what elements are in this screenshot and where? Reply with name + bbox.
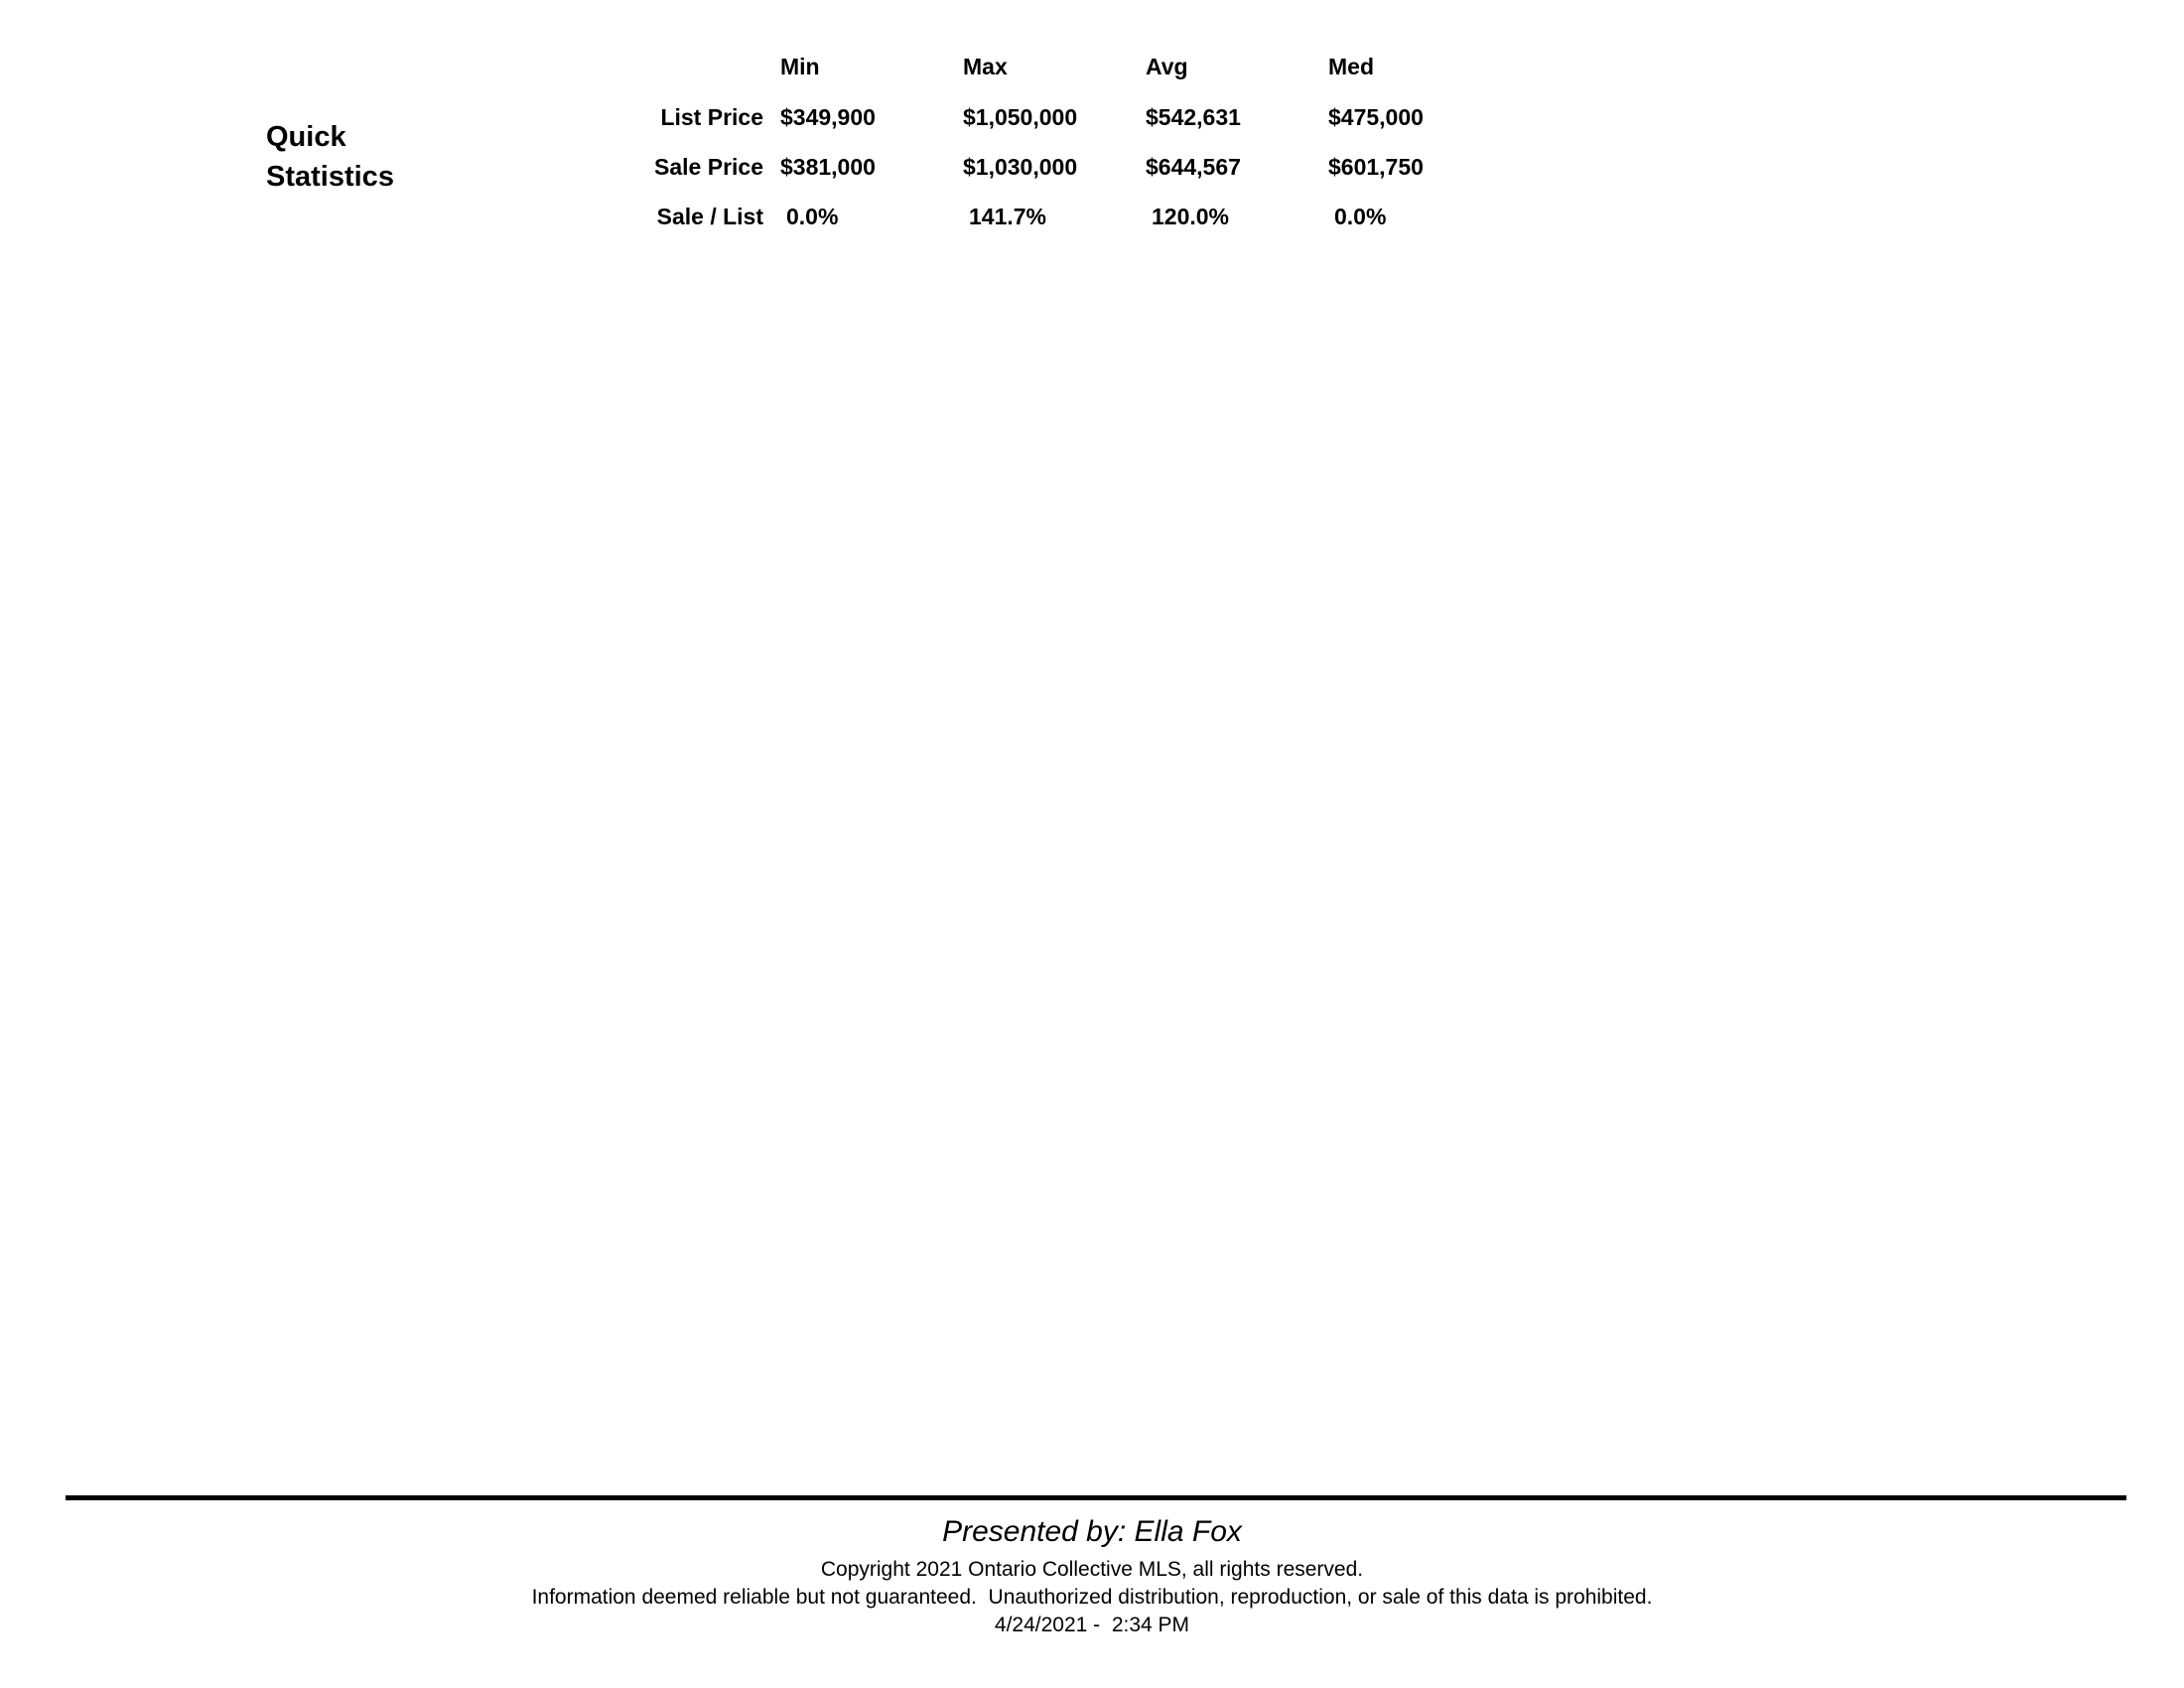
sale-list-avg: 120.0% — [1152, 204, 1230, 229]
row-label-sale-list: Sale / List — [656, 204, 763, 229]
sale-price-min: $381,000 — [780, 154, 876, 180]
column-header-med: Med — [1328, 54, 1374, 79]
list-price-min: $349,900 — [780, 104, 876, 130]
sale-list-min: 0.0% — [786, 204, 839, 229]
column-header-avg: Avg — [1146, 54, 1188, 79]
presented-by: Presented by: Ella Fox — [942, 1515, 1242, 1548]
sale-price-avg: $644,567 — [1146, 154, 1241, 180]
row-label-list-price: List Price — [660, 104, 763, 130]
sale-list-med: 0.0% — [1334, 204, 1387, 229]
quick-statistics-title — [266, 117, 394, 197]
report-timestamp: 4/24/2021 - 2:34 PM — [994, 1614, 1190, 1636]
list-price-avg: $542,631 — [1146, 104, 1241, 130]
column-header-max: Max — [963, 54, 1008, 79]
sale-list-max: 141.7% — [969, 204, 1047, 229]
row-label-sale-price: Sale Price — [654, 154, 763, 180]
footer-divider — [66, 1495, 2126, 1500]
column-header-min: Min — [780, 54, 820, 79]
quick-statistics-title-line1: Quick — [266, 121, 346, 153]
list-price-max: $1,050,000 — [963, 104, 1078, 130]
quick-statistics-title-line2: Statistics — [266, 161, 394, 193]
list-price-med: $475,000 — [1328, 104, 1424, 130]
sale-price-max: $1,030,000 — [963, 154, 1078, 180]
copyright-notice: Copyright 2021 Ontario Collective MLS, all rights reserved. — [820, 1558, 1364, 1581]
sale-price-med: $601,750 — [1328, 154, 1424, 180]
disclaimer-notice: Information deemed reliable but not guaranteed. Unauthorized distribution, reproduction, or sale of this data is prohibited. — [531, 1586, 1653, 1609]
